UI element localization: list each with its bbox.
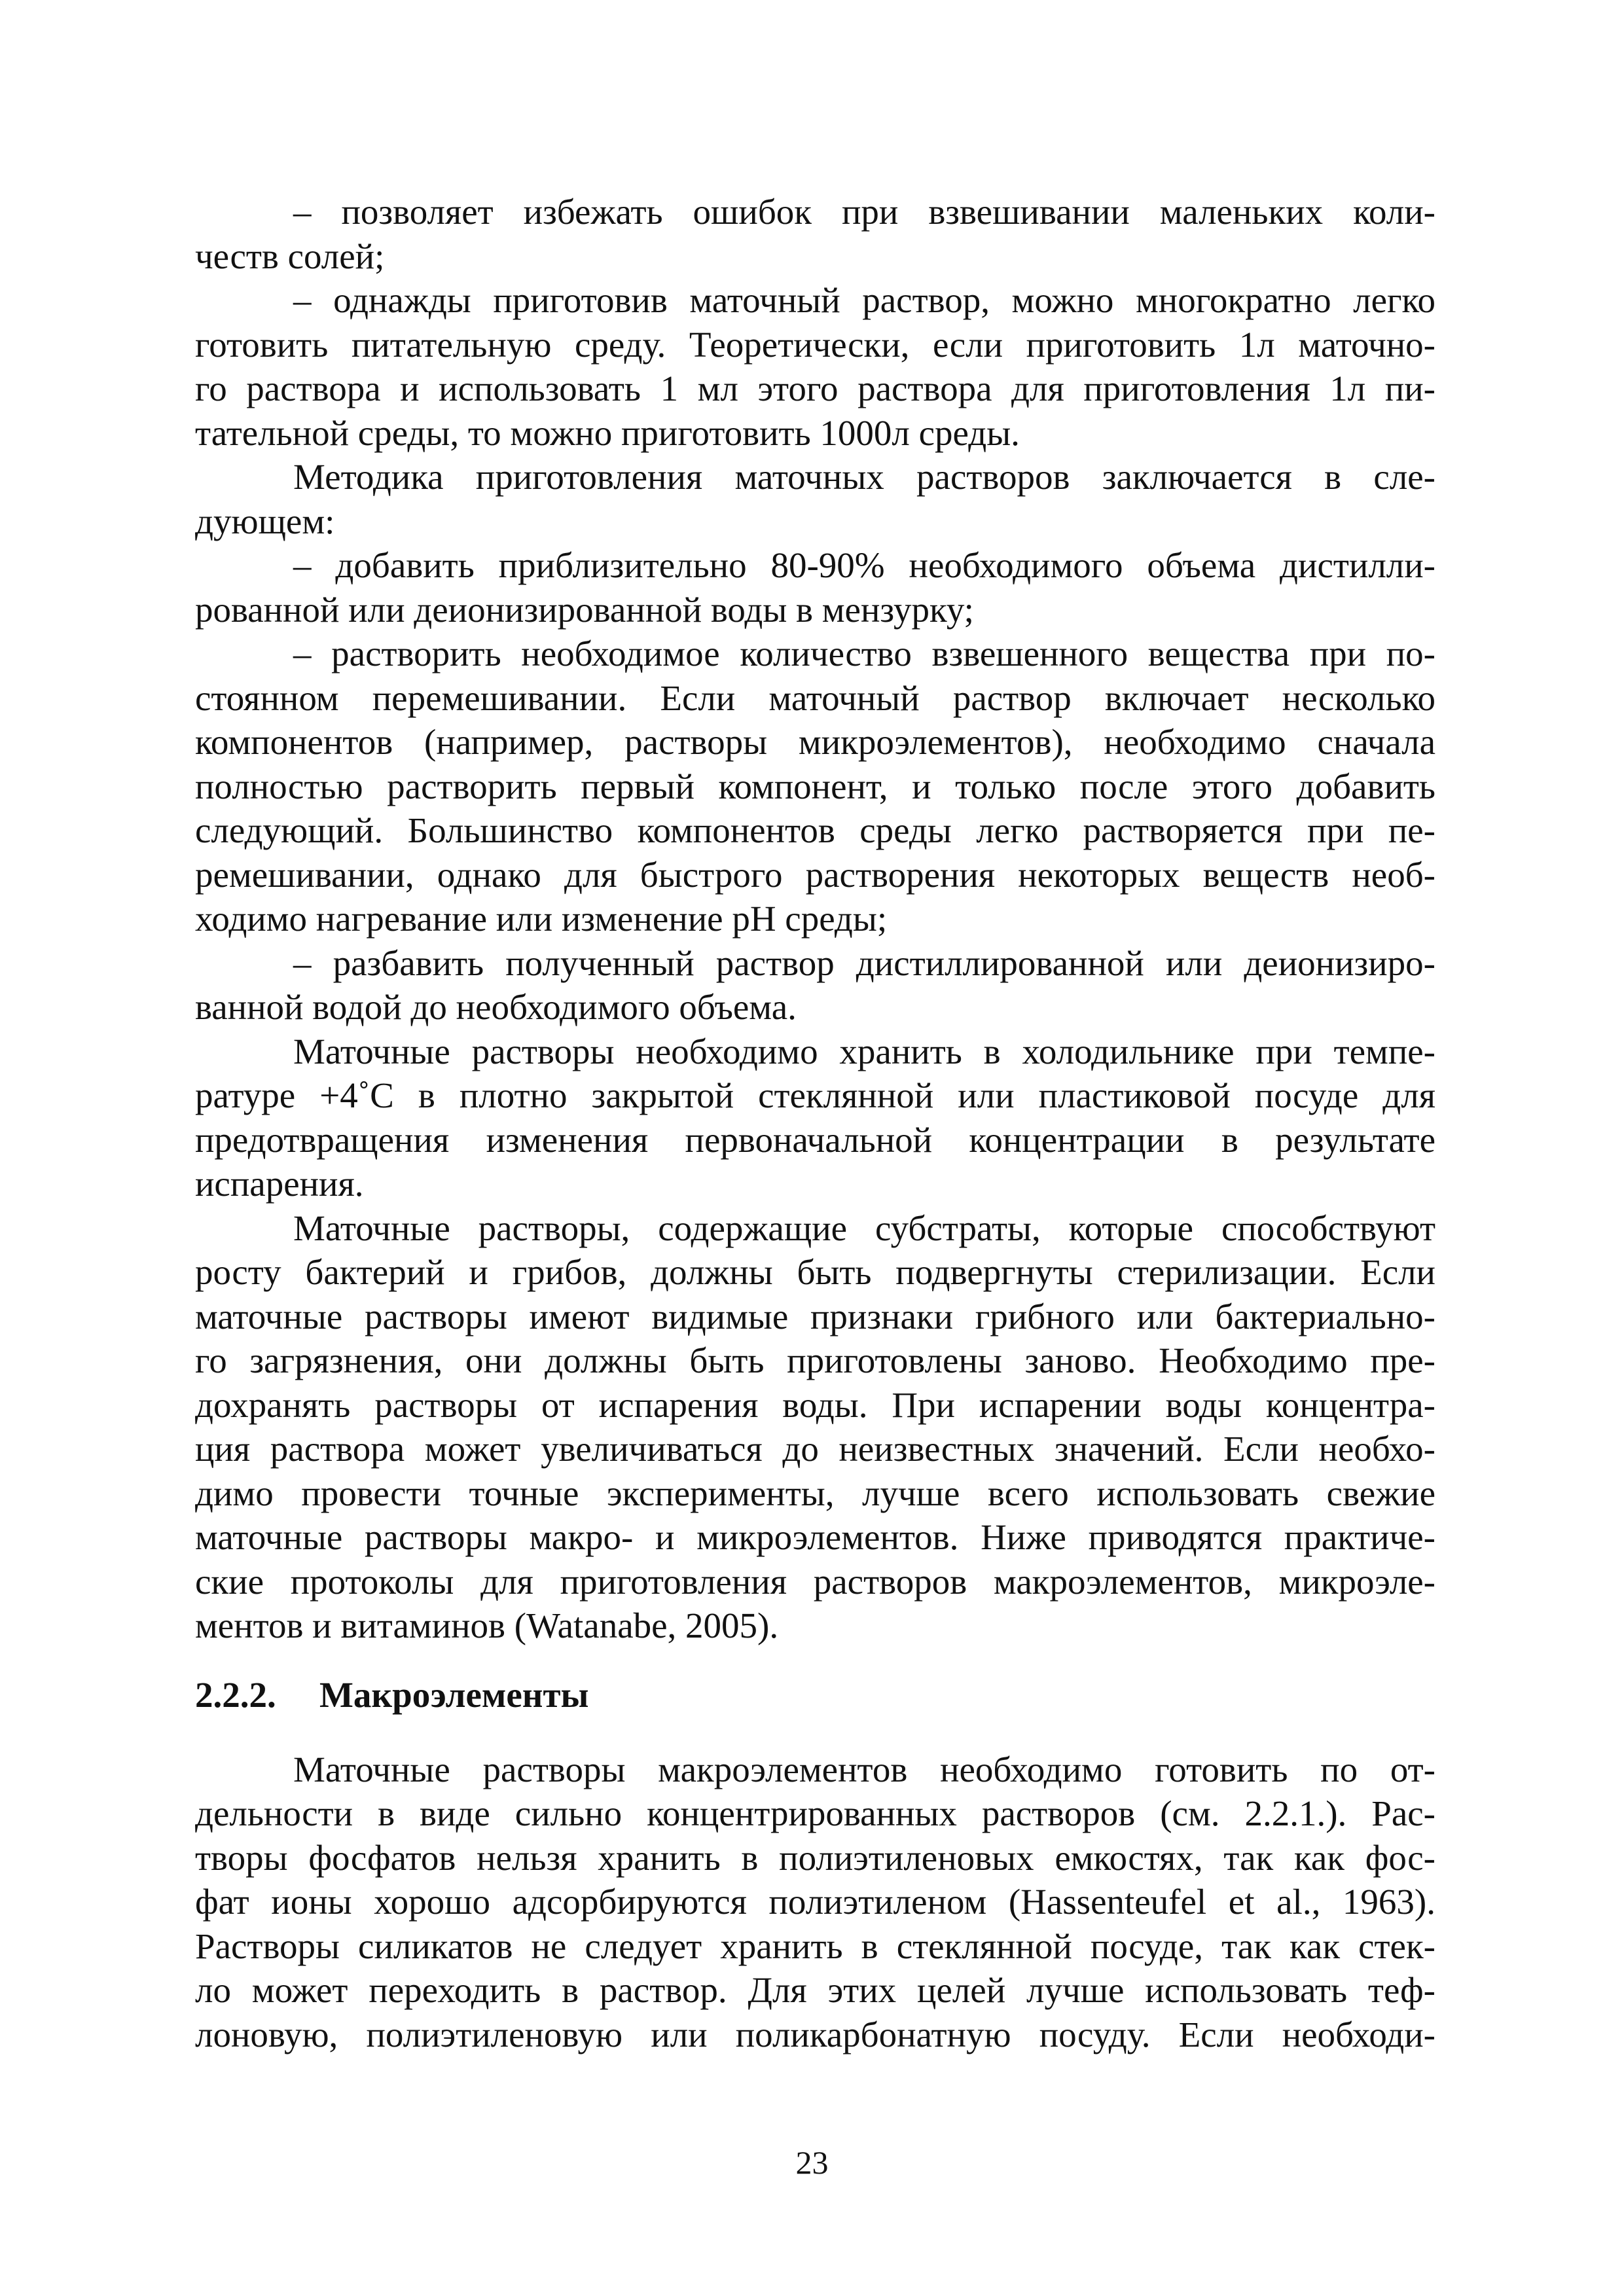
page-number: 23	[795, 2144, 829, 2181]
text-line: Маточные растворы необходимо хранить в холодильнике при темпе-	[293, 1031, 1435, 1071]
text-line: ция раствора может увеличиваться до неизвестных значений. Если необхо-	[195, 1429, 1435, 1469]
text-line: испарения.	[195, 1164, 364, 1204]
text-line: – однажды приготовив маточный раствор, можно многократно легко	[293, 280, 1435, 320]
text-line: дельности в виде сильно концентрированных растворов (см. 2.2.1.). Рас-	[195, 1793, 1435, 1833]
text-line: ло может переходить в раствор. Для этих целей лучше использовать теф-	[195, 1970, 1435, 2010]
text-line: полностью растворить первый компонент, и только после этого добавить	[195, 766, 1435, 806]
text-line: дующем:	[195, 501, 335, 541]
page-body	[195, 190, 1435, 2056]
text-line: ходимо нагревание или изменение pH среды;	[195, 899, 888, 939]
text-line: го загрязнения, они должны быть приготовлены заново. Необходимо пре-	[195, 1340, 1435, 1380]
text-line: ремешивании, однако для быстрого растворения некоторых веществ необ-	[195, 854, 1435, 895]
text-line: го раствора и использовать 1 мл этого раствора для приготовления 1л пи-	[195, 368, 1435, 408]
text-line: – позволяет избежать ошибок при взвешивании маленьких коли-	[293, 192, 1435, 232]
text-line: маточные растворы макро- и микроэлементов. Ниже приводятся практиче-	[195, 1517, 1435, 1557]
section-number: 2.2.2.	[195, 1674, 276, 1715]
text-line: – растворить необходимое количество взвешенного вещества при по-	[293, 634, 1435, 673]
text-line: – разбавить полученный раствор дистиллированной или деионизиро-	[293, 942, 1435, 983]
text-line: следующий. Большинство компонентов среды легко растворяется при пе-	[195, 810, 1435, 850]
text-line: – добавить приблизительно 80-90% необходимого объема дистилли-	[293, 545, 1435, 585]
text-line: Методика приготовления маточных растворов заключается в сле-	[293, 457, 1435, 497]
section-heading	[195, 1669, 1435, 1721]
text-line: маточные растворы имеют видимые признаки грибного или бактериально-	[195, 1296, 1435, 1336]
text-line: стоянном перемешивании. Если маточный раствор включает несколько	[195, 677, 1435, 718]
text-line: Растворы силикатов не следует хранить в стеклянной посуде, так как стек-	[195, 1926, 1435, 1966]
text-line: дохранять растворы от испарения воды. При испарении воды концентра-	[195, 1384, 1435, 1425]
text-line: ментов и витаминов (Watanabe, 2005).	[195, 1605, 779, 1645]
text-line: димо провести точные эксперименты, лучше всего использовать свежие	[195, 1473, 1435, 1513]
text-line: творы фосфатов нельзя хранить в полиэтиленовых емкостях, так как фос-	[195, 1837, 1435, 1878]
text-line: ские протоколы для приготовления растворов макроэлементов, микроэле-	[195, 1561, 1435, 1602]
text-line: рованной или деионизированной воды в мензурку;	[195, 589, 974, 630]
section-title: Макроэлементы	[319, 1674, 589, 1715]
text-line: ратуре +4˚С в плотно закрытой стеклянной или пластиковой посуде для	[195, 1075, 1435, 1115]
text-line: фат ионы хорошо адсорбируются полиэтиленом (Hassenteufel et al., 1963).	[195, 1882, 1435, 1922]
text-line: лоновую, полиэтиленовую или поликарбонатную посуду. Если необходи-	[195, 2014, 1435, 2054]
text-line: честв солей;	[195, 236, 385, 276]
text-line: Маточные растворы макроэлементов необходимо готовить по от-	[293, 1749, 1435, 1789]
text-line: готовить питательную среду. Теоретически, если приготовить 1л маточно-	[195, 324, 1435, 365]
text-line: росту бактерий и грибов, должны быть подвергнуты стерилизации. Если	[195, 1252, 1435, 1292]
text-line: Маточные растворы, содержащие субстраты, которые способствуют	[293, 1208, 1435, 1248]
text-line: ванной водой до необходимого объема.	[195, 987, 797, 1027]
text-line: компонентов (например, растворы микроэлементов), необходимо сначала	[195, 722, 1435, 762]
text-line: предотвращения изменения первоначальной концентрации в результате	[195, 1119, 1435, 1160]
text-line: тательной среды, то можно приготовить 1000л среды.	[195, 412, 1020, 453]
